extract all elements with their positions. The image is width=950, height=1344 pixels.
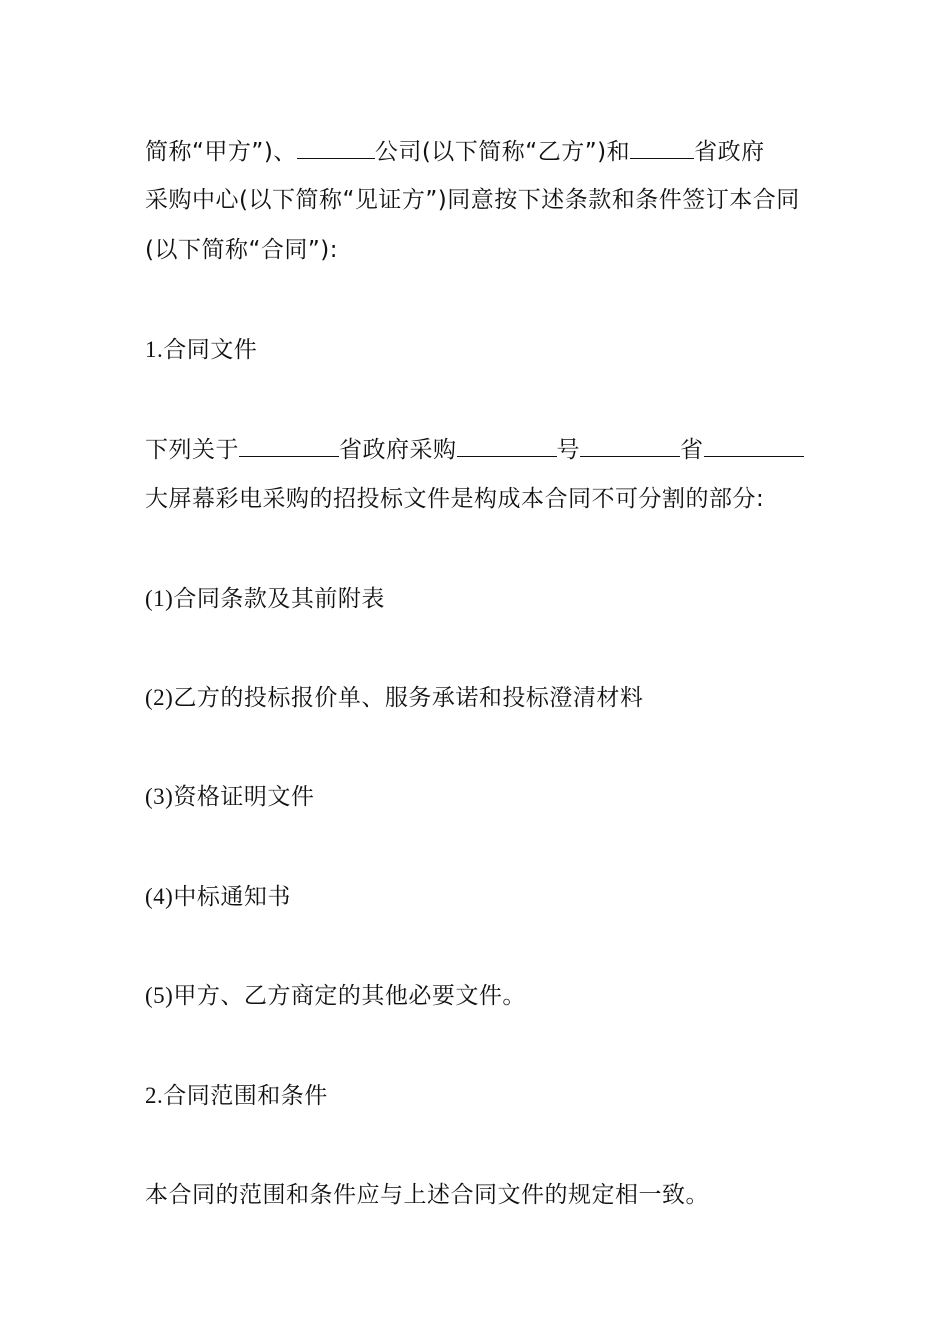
- list-item-text: 合同条款及其前附表: [173, 586, 385, 612]
- list-item: [145, 782, 314, 812]
- intro-line-3: (以下简称“合同”):: [145, 237, 339, 263]
- intro-text-1: 简称“甲方”)、: [145, 139, 297, 165]
- blank-field: [704, 434, 804, 457]
- section-1-title: 合同文件: [163, 337, 258, 363]
- section-2-title: 合同范围和条件: [163, 1083, 328, 1109]
- list-item-text: 资格证明文件: [173, 784, 315, 810]
- blank-field: [297, 136, 375, 159]
- para-text-4: 省: [680, 437, 704, 463]
- section-1-paragraph-line-1: [145, 434, 804, 465]
- para-text-1: 下列关于: [145, 437, 239, 463]
- blank-field: [457, 434, 557, 457]
- list-item: [145, 584, 385, 614]
- list-item-number: (1): [145, 586, 174, 611]
- blank-field: [580, 434, 680, 457]
- intro-text-2: 公司(以下简称“乙方”)和: [374, 139, 631, 165]
- intro-line-1: [145, 136, 765, 167]
- section-2-heading: [145, 1081, 328, 1111]
- list-item-text: 甲方、乙方商定的其他必要文件。: [173, 983, 526, 1009]
- para-text-2: 省政府采购: [339, 437, 457, 463]
- list-item-text: 乙方的投标报价单、服务承诺和投标澄清材料: [173, 685, 644, 711]
- section-1-heading: [145, 335, 257, 365]
- list-item-text: 中标通知书: [173, 884, 291, 910]
- list-item-number: (5): [145, 983, 174, 1008]
- list-item-number: (3): [145, 784, 174, 809]
- section-2-number: 2.: [145, 1083, 164, 1108]
- list-item: [145, 882, 291, 912]
- list-item: [145, 981, 526, 1011]
- intro-text-3: 省政府: [694, 139, 765, 165]
- section-1-number: 1.: [145, 337, 164, 362]
- blank-field: [239, 434, 339, 457]
- para-text-3: 号: [556, 437, 580, 463]
- section-1-paragraph-line-2: 大屏幕彩电采购的招投标文件是构成本合同不可分割的部分:: [145, 486, 765, 512]
- intro-line-2: 采购中心(以下简称“见证方”)同意按下述条款和条件签订本合同: [145, 187, 800, 213]
- list-item-number: (2): [145, 685, 174, 710]
- blank-field: [630, 136, 694, 159]
- section-2-body: 本合同的范围和条件应与上述合同文件的规定相一致。: [145, 1182, 709, 1208]
- list-item-number: (4): [145, 884, 174, 909]
- list-item: [145, 683, 643, 713]
